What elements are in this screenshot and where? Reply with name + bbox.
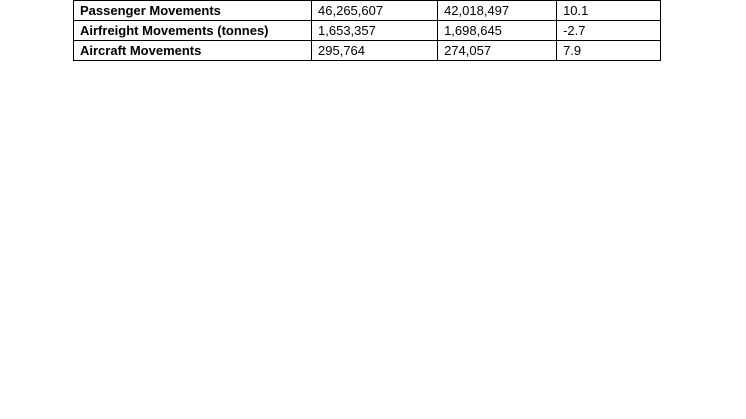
row-label: Aircraft Movements: [74, 41, 312, 61]
current-value-cell: 1,653,357: [312, 21, 438, 41]
row-label: Passenger Movements: [74, 1, 312, 21]
current-value-cell: 295,764: [312, 41, 438, 61]
change-cell: 7.9: [557, 41, 661, 61]
table-row: [74, 1, 661, 21]
airport-statistics-table: [73, 0, 661, 61]
previous-value-cell: 42,018,497: [438, 1, 557, 21]
change-cell: -2.7: [557, 21, 661, 41]
table-row: [74, 41, 661, 61]
current-value-cell: 46,265,607: [312, 1, 438, 21]
row-label: Airfreight Movements (tonnes): [74, 21, 312, 41]
previous-value-cell: 274,057: [438, 41, 557, 61]
previous-value-cell: 1,698,645: [438, 21, 557, 41]
table-row: [74, 21, 661, 41]
change-cell: 10.1: [557, 1, 661, 21]
